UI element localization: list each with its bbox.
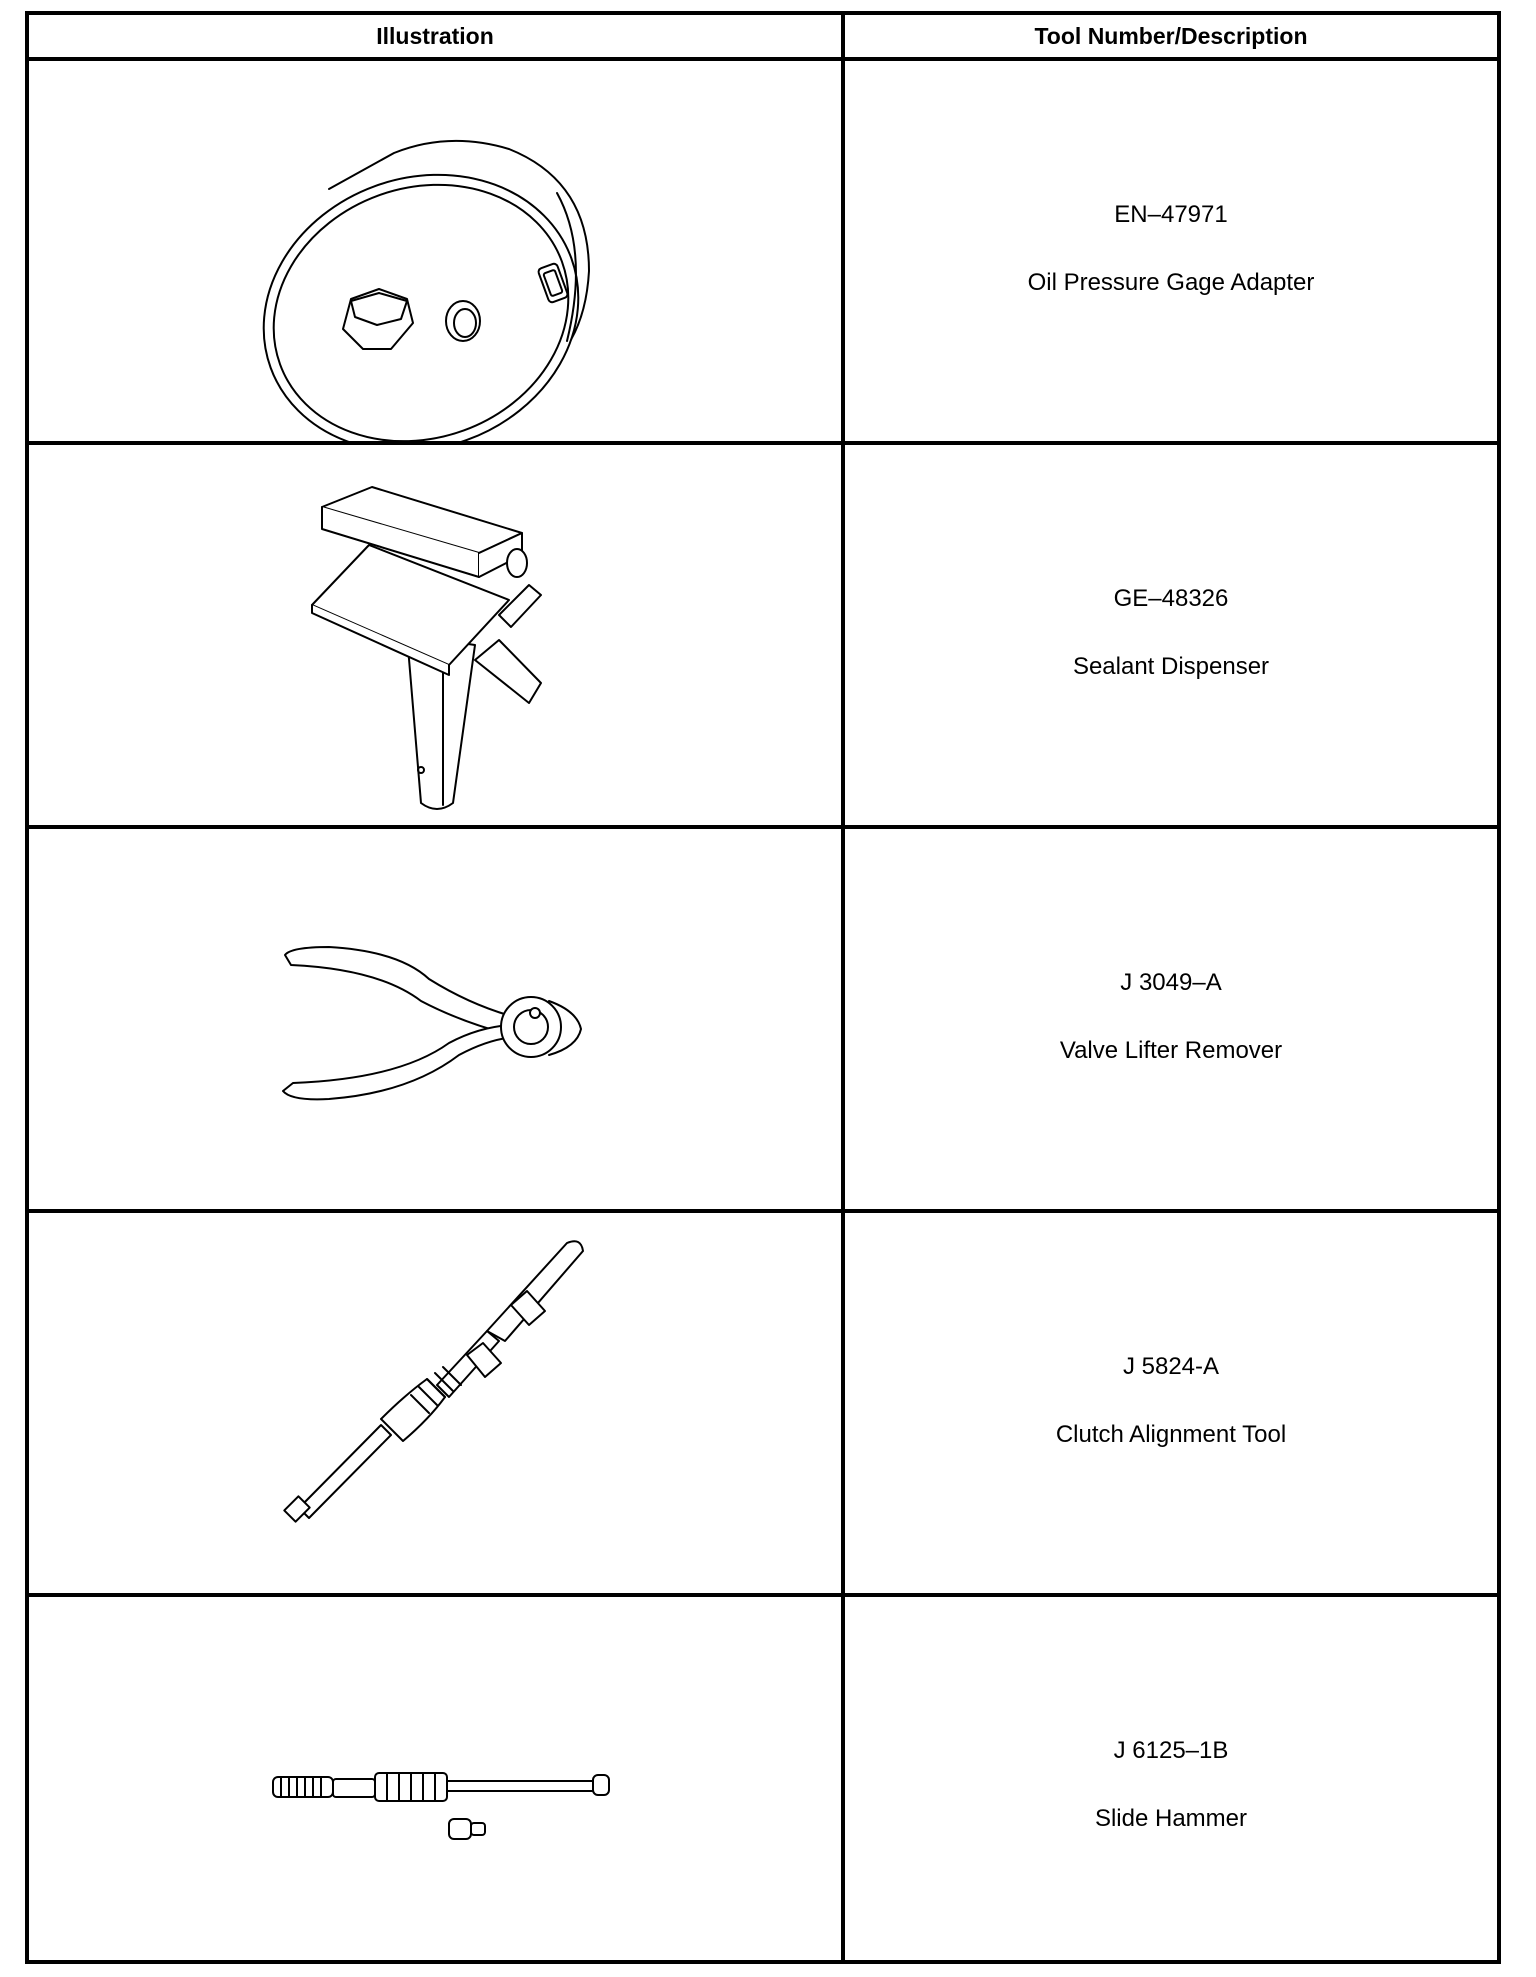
oil-pressure-gage-adapter-icon [29, 61, 841, 441]
tool-description-cell [845, 1597, 1497, 1977]
tool-description-cell [845, 445, 1497, 825]
tool-description-cell [845, 61, 1497, 441]
table-row [29, 445, 1497, 829]
slide-hammer-icon [29, 1597, 841, 1977]
tool-name: Clutch Alignment Tool [1055, 1421, 1287, 1448]
illustration-cell [29, 1597, 841, 1977]
tool-number: J 5824-A [1122, 1353, 1220, 1380]
clutch-alignment-tool-icon [29, 1213, 841, 1593]
table-row [29, 1213, 1497, 1597]
table-row [29, 61, 1497, 445]
table-row [29, 829, 1497, 1213]
tools-table [25, 11, 1501, 1964]
tool-description-header: Tool Number/Description [1034, 23, 1308, 49]
tool-number: J 3049–A [1120, 969, 1222, 996]
tool-number: J 6125–1B [1113, 1737, 1229, 1764]
tool-description-cell [845, 829, 1497, 1209]
table-header [29, 15, 1497, 61]
illustration-cell [29, 829, 841, 1209]
tool-name: Oil Pressure Gage Adapter [1027, 269, 1315, 296]
table-row [29, 1597, 1497, 1977]
illustration-cell [29, 1213, 841, 1593]
illustration-cell [29, 445, 841, 825]
sealant-dispenser-icon [29, 445, 841, 825]
tool-number: EN–47971 [1114, 201, 1228, 228]
tool-name: Slide Hammer [1094, 1805, 1248, 1832]
tool-name: Sealant Dispenser [1072, 653, 1270, 680]
valve-lifter-remover-icon [29, 829, 841, 1209]
tool-number: GE–48326 [1113, 585, 1229, 612]
illustration-cell [29, 61, 841, 441]
tool-description-cell [845, 1213, 1497, 1593]
tool-name: Valve Lifter Remover [1059, 1037, 1283, 1064]
illustration-header: Illustration [376, 23, 494, 49]
